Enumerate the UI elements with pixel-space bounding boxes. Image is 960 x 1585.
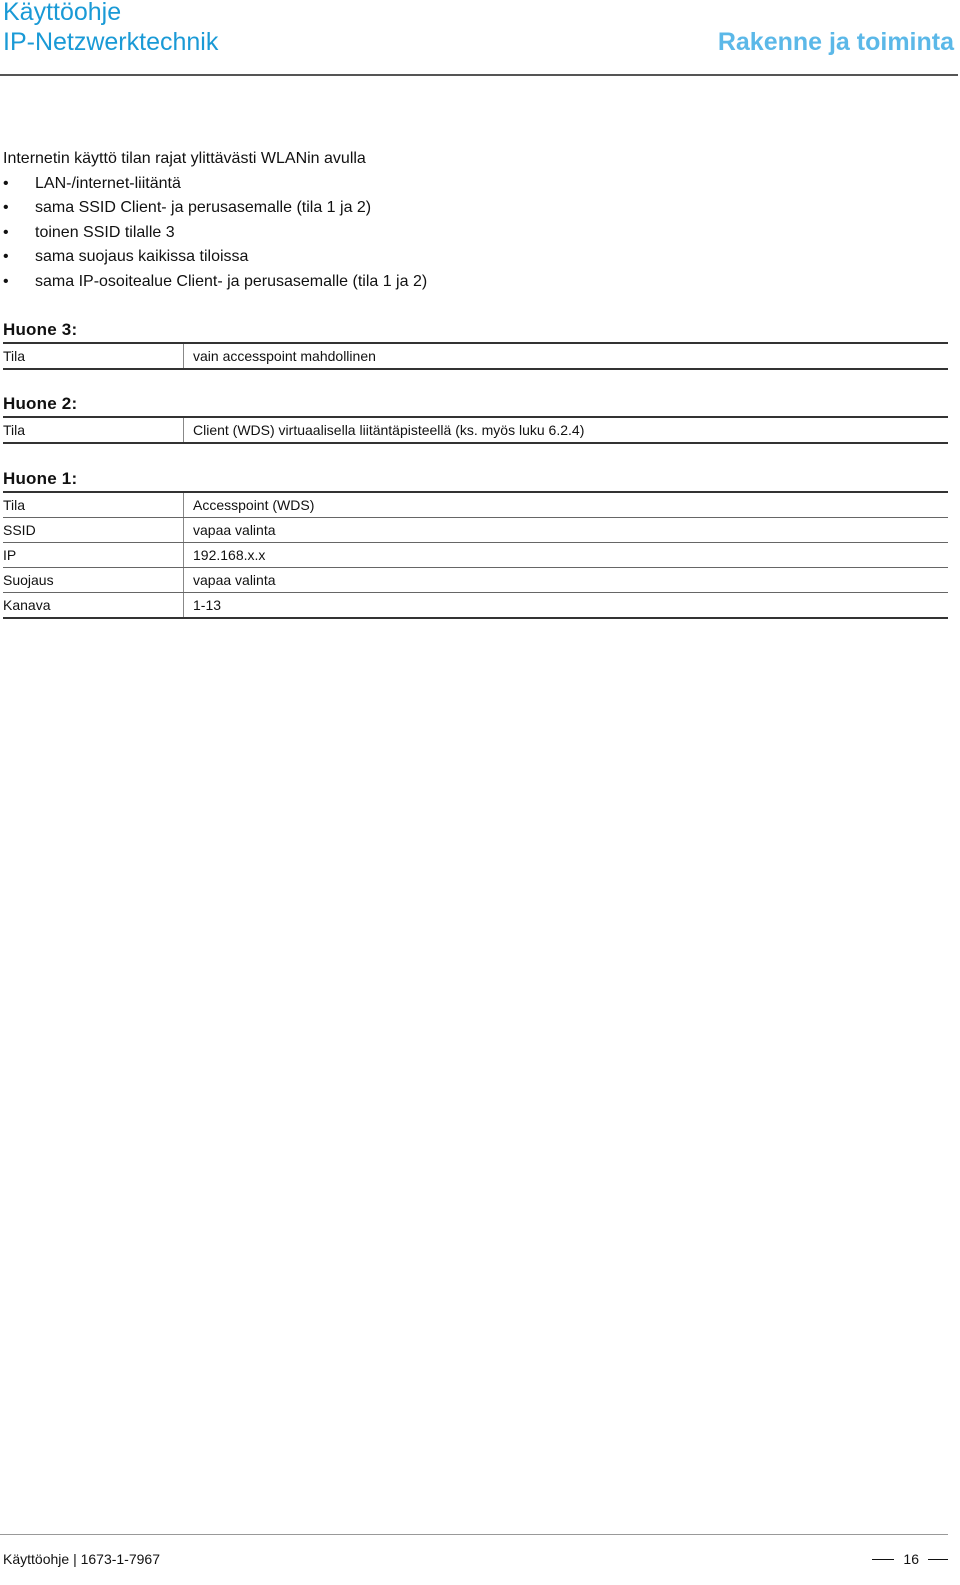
row-value: Accesspoint (WDS) bbox=[193, 497, 315, 513]
page-header bbox=[0, 0, 958, 76]
room-3-section bbox=[3, 318, 948, 370]
page-number: 16 bbox=[903, 1551, 919, 1567]
row-value: vapaa valinta bbox=[193, 572, 276, 588]
footer-doc-info bbox=[3, 1551, 160, 1567]
column-divider bbox=[183, 543, 184, 567]
bullet-icon: • bbox=[3, 248, 9, 266]
intro-block bbox=[3, 147, 427, 295]
column-divider bbox=[183, 593, 184, 617]
table-row bbox=[3, 493, 948, 518]
intro-heading: Internetin käyttö tilan rajat ylittävästi WLANin avulla bbox=[3, 150, 366, 167]
row-label: Tila bbox=[3, 348, 26, 364]
row-label: Tila bbox=[3, 422, 26, 438]
feature-list bbox=[3, 172, 427, 295]
column-divider bbox=[183, 568, 184, 592]
bullet-icon: • bbox=[3, 272, 9, 290]
row-value: vapaa valinta bbox=[193, 522, 276, 538]
room-2-section bbox=[3, 392, 948, 444]
footer-separator: | bbox=[73, 1551, 77, 1567]
list-item bbox=[3, 172, 427, 197]
table-row bbox=[3, 593, 948, 619]
row-value: Client (WDS) virtuaalisella liitäntäpisteellä (ks. myös luku 6.2.4) bbox=[193, 422, 585, 438]
room-table bbox=[3, 416, 948, 444]
page-rule-right bbox=[928, 1559, 948, 1560]
column-divider bbox=[183, 518, 184, 542]
row-value: 192.168.x.x bbox=[193, 547, 266, 563]
list-item-text: LAN-/internet-liitäntä bbox=[35, 174, 181, 192]
column-divider bbox=[183, 493, 184, 517]
page-footer bbox=[0, 1534, 948, 1585]
table-row bbox=[3, 518, 948, 543]
page-rule-left bbox=[872, 1559, 894, 1560]
table-row bbox=[3, 418, 948, 444]
room-heading: Huone 3: bbox=[3, 320, 78, 339]
row-label: SSID bbox=[3, 522, 36, 538]
row-value: 1-13 bbox=[193, 597, 222, 613]
list-item-text: toinen SSID tilalle 3 bbox=[35, 223, 175, 241]
column-divider bbox=[183, 418, 184, 442]
footer-page bbox=[863, 1551, 948, 1567]
row-label: Kanava bbox=[3, 597, 51, 613]
bullet-icon: • bbox=[3, 223, 9, 241]
table-row bbox=[3, 344, 948, 370]
footer-doc-number: 1673-1-7967 bbox=[80, 1551, 160, 1567]
list-item-text: sama suojaus kaikissa tiloissa bbox=[35, 248, 249, 266]
product-name: IP-Netzwerktechnik bbox=[3, 28, 219, 56]
bullet-icon: • bbox=[3, 199, 9, 217]
row-label: Suojaus bbox=[3, 572, 54, 588]
room-table bbox=[3, 491, 948, 619]
list-item-text: sama IP-osoitealue Client- ja perusasemalle (tila 1 ja 2) bbox=[35, 272, 428, 290]
list-item bbox=[3, 196, 427, 221]
room-table bbox=[3, 342, 948, 370]
row-value: vain accesspoint mahdollinen bbox=[193, 348, 376, 364]
footer-doc-label: Käyttöohje bbox=[3, 1551, 70, 1567]
table-row bbox=[3, 568, 948, 593]
list-item-text: sama SSID Client- ja perusasemalle (tila 1 ja 2) bbox=[35, 199, 372, 217]
doc-title: Käyttöohje bbox=[3, 0, 122, 26]
room-heading: Huone 2: bbox=[3, 394, 78, 413]
row-label: IP bbox=[3, 547, 17, 563]
section-title: Rakenne ja toiminta bbox=[717, 28, 954, 56]
column-divider bbox=[183, 344, 184, 368]
list-item bbox=[3, 245, 427, 270]
room-1-section bbox=[3, 467, 948, 619]
list-item bbox=[3, 221, 427, 246]
bullet-icon: • bbox=[3, 174, 9, 192]
row-label: Tila bbox=[3, 497, 26, 513]
room-heading: Huone 1: bbox=[3, 469, 78, 488]
table-row bbox=[3, 543, 948, 568]
list-item bbox=[3, 270, 427, 295]
